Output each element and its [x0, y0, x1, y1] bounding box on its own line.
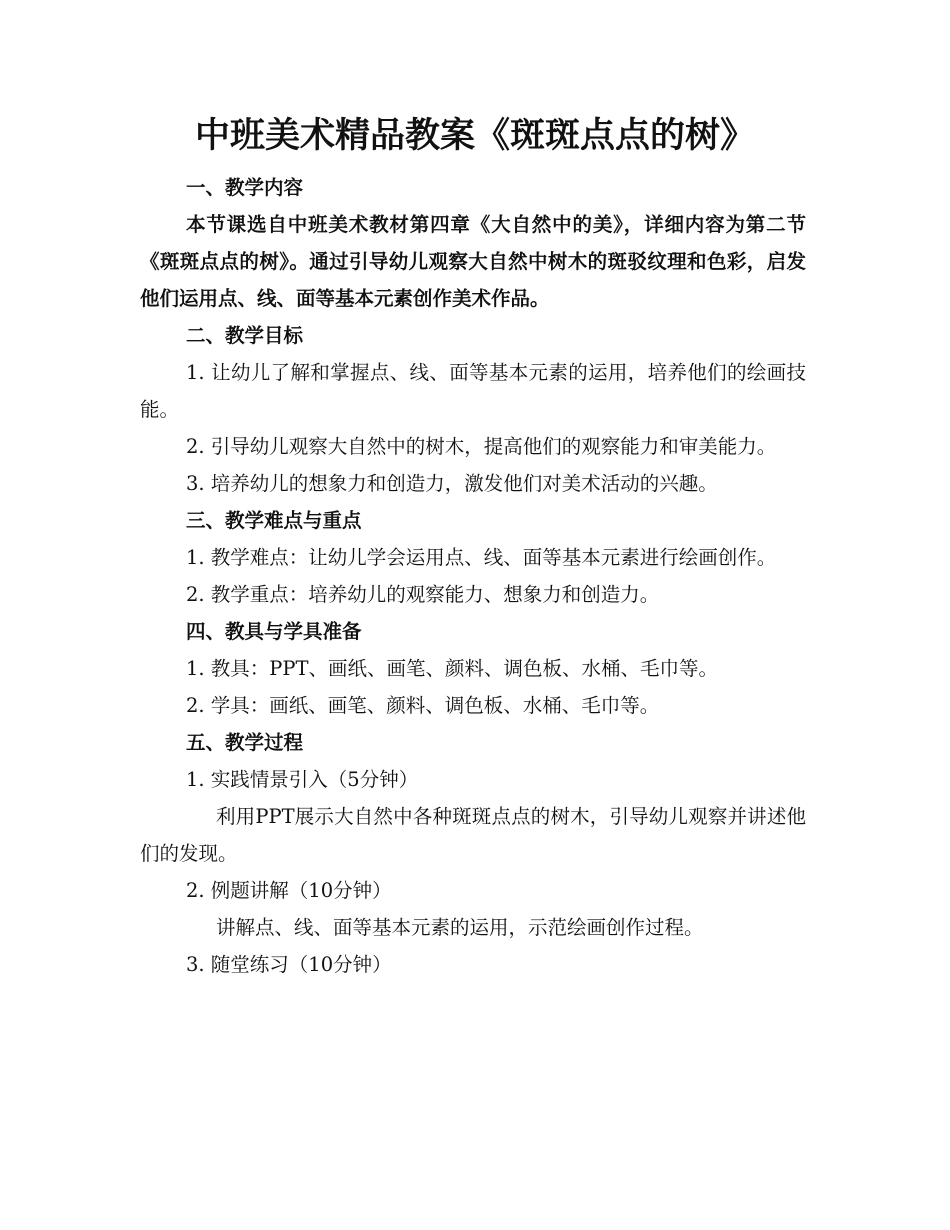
content-paragraph: 本节课选自中班美术教材第四章《大自然中的美》，详细内容为第二节《斑斑点点的树》。通过引导幼儿观察大自然中树木的斑驳纹理和色彩，启发他们运用点、线、面等基本元素创作美术作品。: [140, 213, 806, 310]
difficulty-item-1: 1. 教学难点：让幼儿学会运用点、线、面等基本元素进行绘画创作。: [186, 546, 777, 569]
section-heading-content: 一、教学内容: [186, 176, 304, 199]
document-title: 中班美术精品教案《斑斑点点的树》: [194, 115, 755, 156]
goal-item-1: 1. 让幼儿了解和掌握点、线、面等基本元素的运用，培养他们的绘画技能。: [140, 361, 806, 421]
material-item-1: 1. 教具：PPT、画纸、画笔、颜料、调色板、水桶、毛巾等。: [186, 657, 719, 680]
process-step-1-detail: 利用PPT展示大自然中各种斑斑点点的树木，引导幼儿观察并讲述他们的发现。: [140, 805, 806, 865]
section-heading-process: 五、教学过程: [186, 731, 304, 754]
goal-item-2: 2. 引导幼儿观察大自然中的树木，提高他们的观察能力和审美能力。: [186, 435, 777, 458]
process-step-2-detail: 讲解点、线、面等基本元素的运用，示范绘画创作过程。: [216, 916, 704, 939]
difficulty-item-2: 2. 教学重点：培养幼儿的观察能力、想象力和创造力。: [186, 583, 660, 606]
section-heading-materials: 四、教具与学具准备: [186, 620, 362, 643]
goal-item-3: 3. 培养幼儿的想象力和创造力，激发他们对美术活动的兴趣。: [186, 472, 718, 495]
document-body: [140, 169, 806, 983]
section-heading-goals: 二、教学目标: [186, 324, 304, 347]
material-item-2: 2. 学具：画纸、画笔、颜料、调色板、水桶、毛巾等。: [186, 694, 660, 717]
process-step-2-label: 2. 例题讲解（10分钟）: [186, 879, 392, 902]
section-heading-difficulties: 三、教学难点与重点: [186, 509, 362, 532]
process-step-1-label: 1. 实践情景引入（5分钟）: [186, 768, 419, 791]
process-step-3-label: 3. 随堂练习（10分钟）: [186, 953, 392, 976]
